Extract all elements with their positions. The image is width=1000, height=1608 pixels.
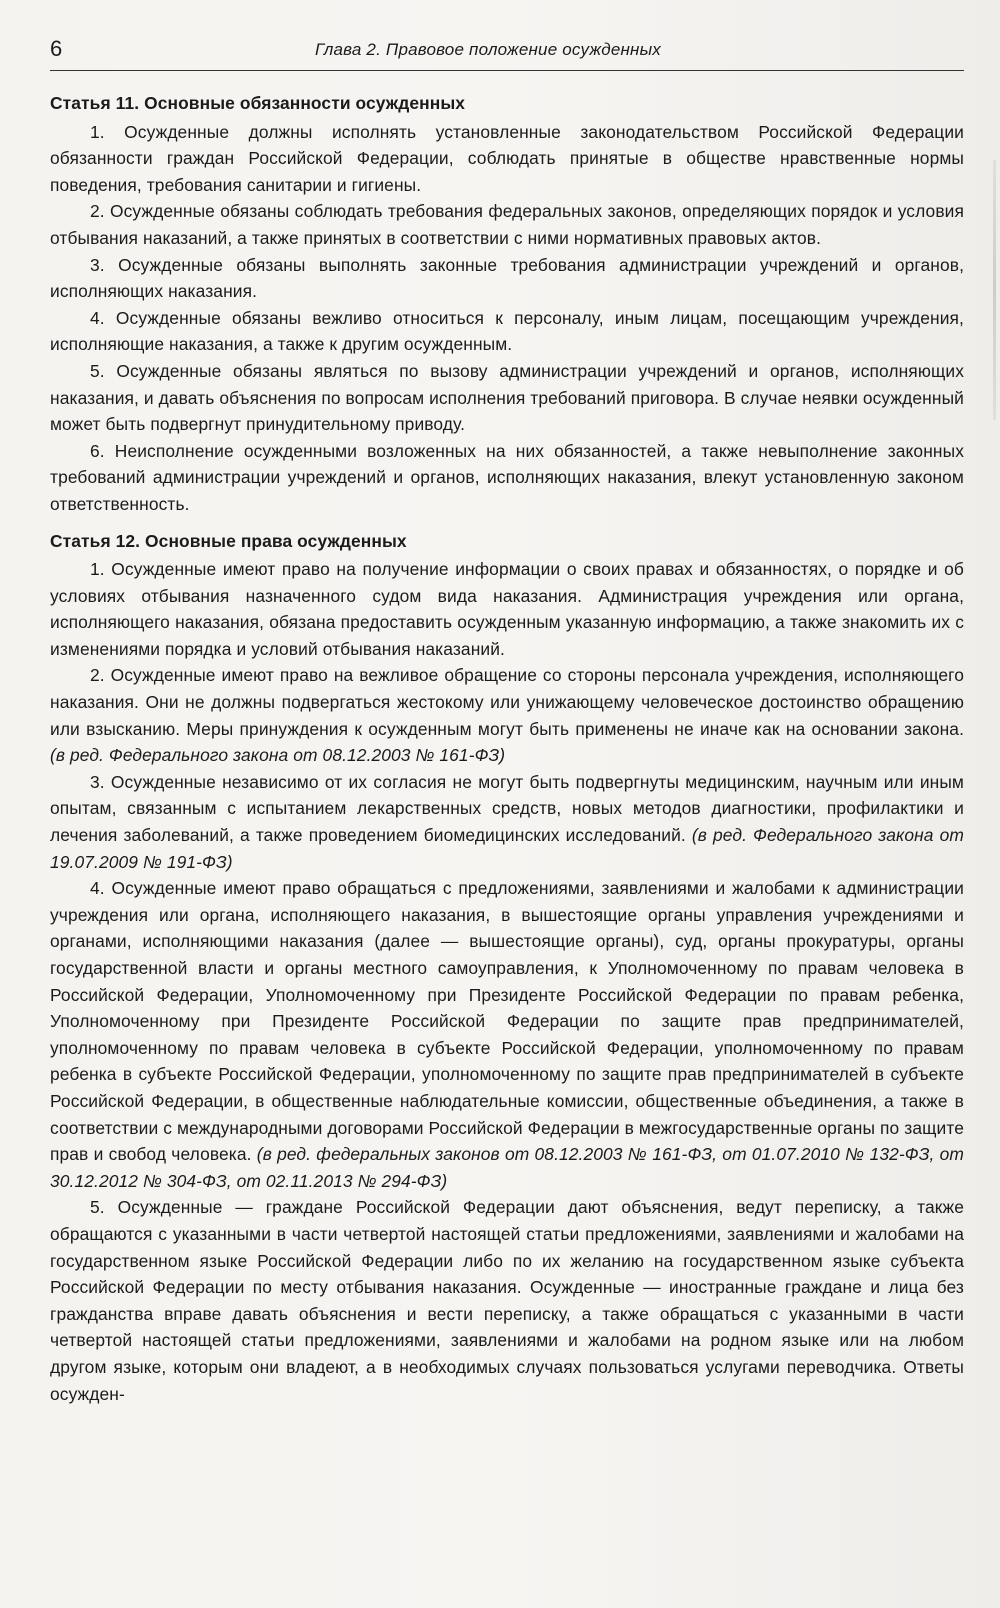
amendment-note: (в ред. Федерального закона от 08.12.2003 № 161-ФЗ) — [50, 745, 506, 766]
article-12-paragraph-5: 5. Осужденные — граждане Российской Федерации дают объяснения, ведут переписку, а также обращаются с указанными в части четвертой настоящей статьи предложениями, заявлениями и жалобами на государственном языке Российской Федерации либо по их желанию на государственном языке субъекта Российской Федерации по месту отбывания наказания. Осужденные — иностранные граждане и лица без гражданства вправе давать объяснения и вести переписку, а также обращаться с указанными в части четвертой настоящей статьи предложениями, заявлениями и жалобами на родном языке или на любом другом языке, которым они владеют, а в необходимых случаях пользоваться услугами переводчика. Ответы осужден- — [50, 1197, 964, 1404]
article-11-paragraph-3: 3. Осужденные обязаны выполнять законные требования администрации учреждений и органов, исполняющих наказания. — [50, 254, 964, 302]
article-11-paragraph-1: 1. Осужденные должны исполнять установленные законодательством Российской Федерации обязанности граждан Российской Федерации, соблюдать принятые в обществе нравственные нормы поведения, требования санитарии и гигиены. — [50, 121, 964, 195]
article-12-paragraph-2 — [50, 662, 964, 768]
page-number: 6 — [50, 36, 63, 61]
article-11-paragraph-5: 5. Осужденные обязаны являться по вызову администрации учреждений и органов, исполняющих наказания, и давать объяснения по вопросам исполнения требований приговора. В случае неявки осужденный может быть подвергнут принудительному приводу. — [50, 360, 964, 435]
page-header — [50, 30, 964, 71]
amendment-note: (в ред. федеральных законов от 08.12.2003 № 161-ФЗ, от 01.07.2010 № 132-ФЗ, от 30.12.2012 № 304-ФЗ, от 02.11.2013 № 294-ФЗ) — [50, 1144, 964, 1191]
article-12-paragraph-1: 1. Осужденные имеют право на получение информации о своих правах и обязанностях, о порядке и об условиях отбывания назначенного судом вида наказания. Администрация учреждения или органа, исполняющего наказания, обязана предоставить осужденным указанную информацию, а также знакомить их с изменениями порядка и условий отбывания наказаний. — [50, 559, 964, 659]
article-12-paragraph-4 — [50, 875, 964, 1194]
page-edge-shadow — [993, 160, 996, 420]
article-12-paragraph-3 — [50, 769, 964, 875]
article-11-paragraph-6: 6. Неисполнение осужденными возложенных на них обязанностей, а также невыполнение законных требований администрации учреждений и органов, исполняющих наказания, влекут установленную законом ответственность. — [50, 440, 964, 514]
amendment-note: (в ред. Федерального закона от 19.07.2009 № 191-ФЗ) — [50, 825, 964, 872]
article-12-title: Статья 12. Основные права осужденных — [50, 530, 407, 551]
article-11-paragraph-2: 2. Осужденные обязаны соблюдать требования федеральных законов, определяющих порядок и условия отбывания наказаний, а также принятых в соответствии с ними нормативных правовых актов. — [50, 201, 964, 248]
article-11-title: Статья 11. Основные обязанности осужденных — [50, 93, 466, 113]
running-head: Глава 2. Правовое положение осужденных — [315, 40, 661, 59]
page-content — [50, 86, 964, 1407]
paragraph-text: 4. Осужденные имеют право обращаться с предложениями, заявлениями и жалобами к администрации учреждения или органа, исполняющего наказания, в вышестоящие органы управления учреждениями и органами, исполняющими наказания (далее — вышестоящие органы), суд, органы прокуратуры, органы государственной власти и органы местного самоуправления, к Уполномоченному по правам человека в Российской Федерации, Уполномоченному при Президенте Российской Федерации по правам ребенка, Уполномоченному при Президенте Российской Федерации по защите прав предпринимателей, уполномоченному по правам человека в субъекте Российской Федерации, уполномоченному по правам ребенка в субъекте Российской Федерации, уполномоченному по защите прав предпринимателей в субъекте Российской Федерации, в общественные наблюдательные комиссии, общественные объединения, а также в соответствии с международными договорами Российской Федерации в межгосударственные органы по защите прав и свобод человека. — [50, 878, 964, 1165]
article-11-paragraph-4: 4. Осужденные обязаны вежливо относиться к персоналу, иным лицам, посещающим учреждения, исполняющие наказания, а также к другим осужденным. — [50, 307, 964, 355]
paragraph-text: 3. Осужденные независимо от их согласия не могут быть подвергнуты медицинским, научным или иным опытам, связанным с испытанием лекарственных средств, новых методов диагностики, профилактики и лечения заболеваний, а также проведением биомедицинских исследований. — [50, 771, 964, 846]
paragraph-text: 2. Осужденные имеют право на вежливое обращение со стороны персонала учреждения, исполняющего наказания. Они не должны подвергаться жестокому или унижающему человеческое достоинство обращению или взысканию. Меры принуждения к осужденным могут быть применены не иначе как на основании закона. — [50, 665, 964, 739]
